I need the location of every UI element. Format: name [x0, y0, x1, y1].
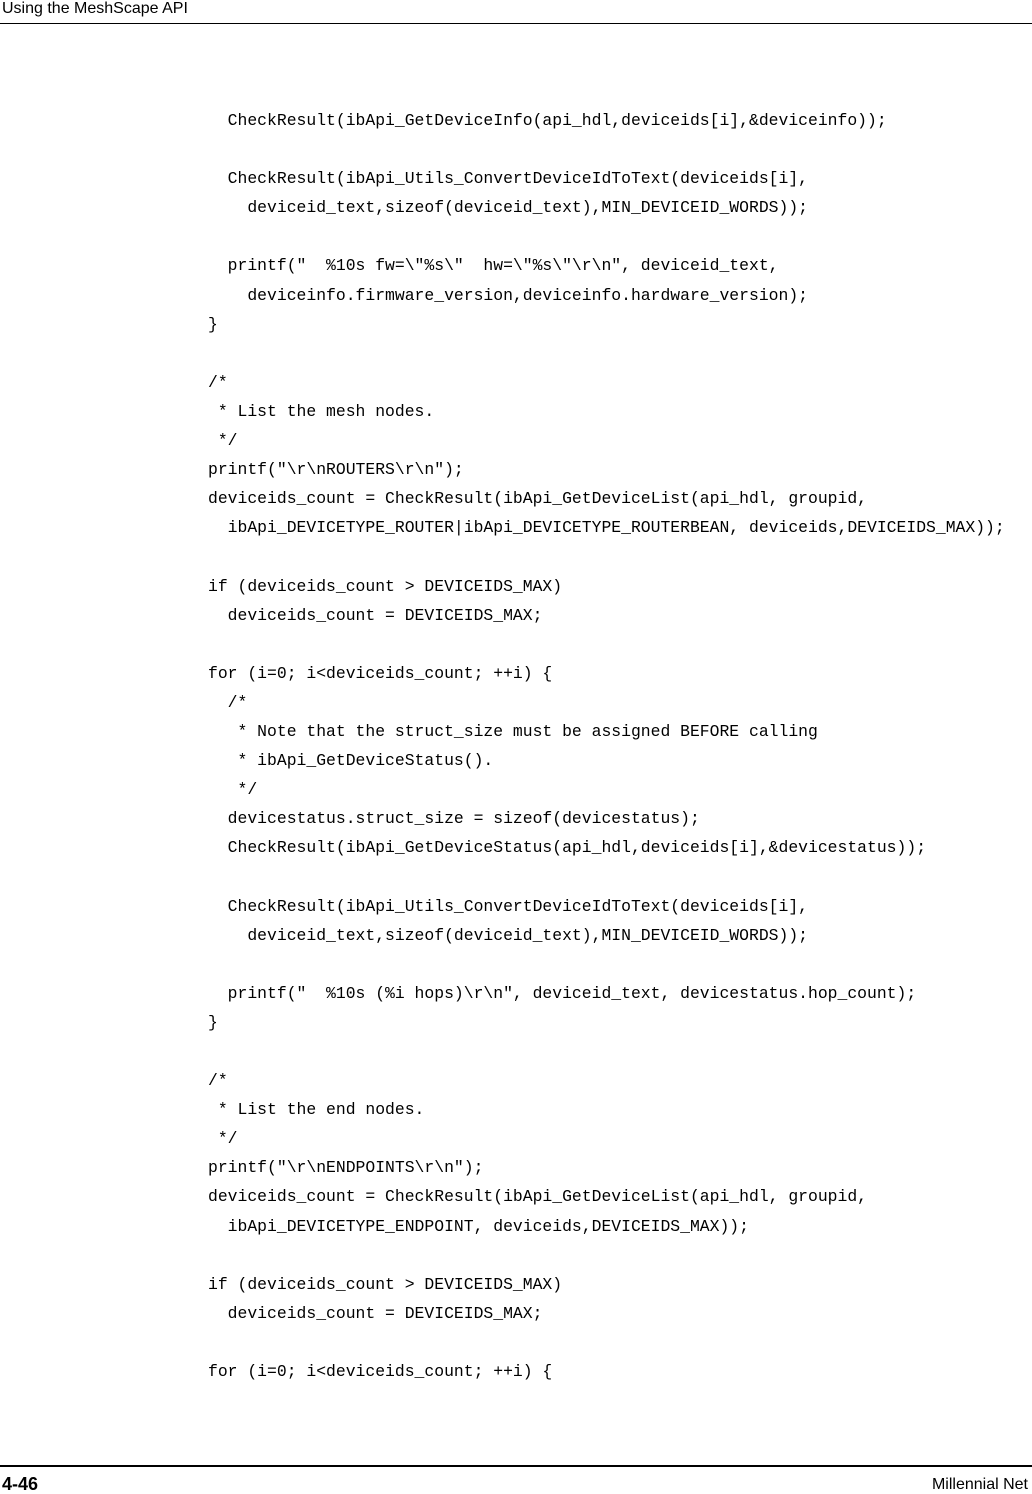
footer-company-name: Millennial Net [931, 1476, 1028, 1493]
code-line [208, 547, 1005, 576]
code-line [208, 635, 1005, 664]
code-line: * Note that the struct_size must be assigned BEFORE calling [208, 721, 818, 741]
code-line [208, 1333, 1005, 1362]
code-line [208, 955, 1005, 984]
code-line: devicestatus.struct_size = sizeof(devicestatus); [208, 809, 700, 829]
code-line: * List the end nodes. [208, 1100, 425, 1120]
code-line: if (deviceids_count > DEVICEIDS_MAX) [208, 576, 563, 596]
code-line: if (deviceids_count > DEVICEIDS_MAX) [208, 1274, 563, 1294]
code-line: printf("\r\nENDPOINTS\r\n"); [208, 1158, 484, 1178]
code-line: ibApi_DEVICETYPE_ENDPOINT, deviceids,DEVICEIDS_MAX)); [208, 1216, 749, 1236]
code-line: deviceids_count = DEVICEIDS_MAX; [208, 1303, 543, 1323]
code-line: CheckResult(ibApi_Utils_ConvertDeviceIdToText(deviceids[i], [208, 896, 808, 916]
code-line: deviceids_count = CheckResult(ibApi_GetDeviceList(api_hdl, groupid, [208, 489, 868, 509]
code-line: /* [208, 1071, 228, 1091]
code-line [208, 140, 1005, 169]
code-line: * ibApi_GetDeviceStatus(). [208, 751, 494, 771]
code-line: deviceids_count = DEVICEIDS_MAX; [208, 605, 543, 625]
code-line: deviceids_count = CheckResult(ibApi_GetDeviceList(api_hdl, groupid, [208, 1187, 868, 1207]
footer-divider [0, 1465, 1032, 1467]
running-header: Using the MeshScape API [2, 0, 188, 17]
code-line: for (i=0; i<deviceids_count; ++i) { [208, 1362, 553, 1382]
code-line [208, 1246, 1005, 1275]
code-line: printf("\r\nROUTERS\r\n"); [208, 460, 464, 480]
code-line: */ [208, 780, 258, 800]
code-line: deviceid_text,sizeof(deviceid_text),MIN_DEVICEID_WORDS)); [208, 198, 808, 218]
code-line [208, 344, 1005, 373]
code-line: } [208, 1012, 218, 1032]
code-line [208, 227, 1005, 256]
code-line: for (i=0; i<deviceids_count; ++i) { [208, 663, 553, 683]
code-line: /* [208, 372, 228, 392]
code-line: * List the mesh nodes. [208, 401, 435, 421]
header-divider [0, 23, 1032, 24]
code-line: ibApi_DEVICETYPE_ROUTER|ibApi_DEVICETYPE_ROUTERBEAN, deviceids,DEVICEIDS_MAX)); [208, 518, 1005, 538]
code-line: /* [208, 692, 248, 712]
code-line: */ [208, 1129, 238, 1149]
code-line: CheckResult(ibApi_Utils_ConvertDeviceIdToText(deviceids[i], [208, 169, 808, 189]
code-line: deviceinfo.firmware_version,deviceinfo.hardware_version); [208, 285, 808, 305]
code-line: CheckResult(ibApi_GetDeviceInfo(api_hdl,deviceids[i],&deviceinfo)); [208, 111, 887, 130]
code-line: printf(" %10s fw=\"%s\" hw=\"%s\"\r\n", deviceid_text, [208, 256, 779, 276]
code-line: deviceid_text,sizeof(deviceid_text),MIN_DEVICEID_WORDS)); [208, 925, 808, 945]
code-line: } [208, 314, 218, 334]
code-line [208, 867, 1005, 896]
code-line: */ [208, 431, 238, 451]
code-listing [208, 111, 1005, 1391]
page-number: 4-46 [2, 1474, 39, 1494]
code-line: printf(" %10s (%i hops)\r\n", deviceid_text, devicestatus.hop_count); [208, 983, 917, 1003]
code-line [208, 1042, 1005, 1071]
code-line: CheckResult(ibApi_GetDeviceStatus(api_hdl,deviceids[i],&devicestatus)); [208, 838, 927, 858]
